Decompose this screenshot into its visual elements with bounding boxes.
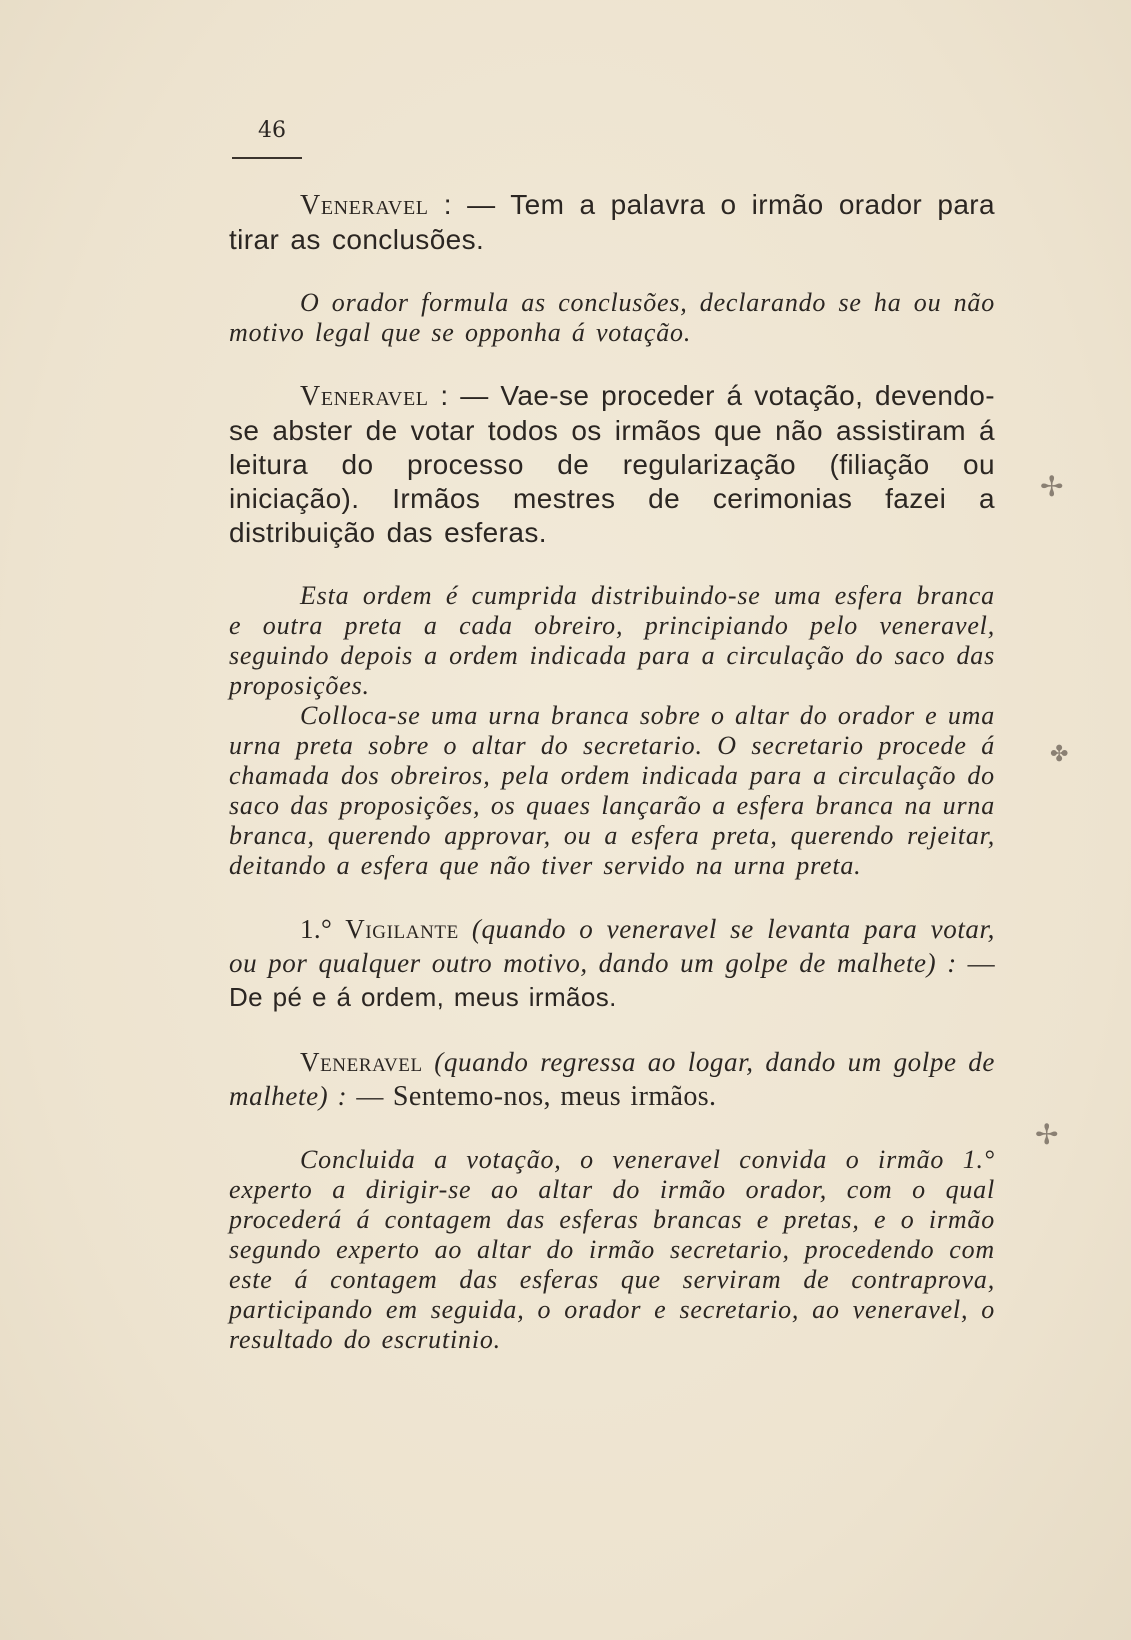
- speech-text: De pé e á ordem, meus irmãos.: [229, 982, 617, 1012]
- stage-direction-3: Concluida a votação, o veneravel convida o irmão 1.° experto a dirigir-se ao altar do irmão orador, com o qual procederá á contagem das esferas brancas e pretas, e o irmão segundo experto ao altar do irmão secretario, procedendo com este á contagem das esferas que serviram de contraprova, participando em seguida, o orador e secretario, ao veneravel, o resultado do escrutinio.: [229, 1145, 995, 1354]
- paragraph-veneravel-1: [229, 188, 995, 257]
- speech-text: Tem a palavra o irmão orador para tirar as conclusões.: [229, 189, 995, 255]
- speech-text: Sentemo-nos, meus irmãos.: [392, 1081, 717, 1112]
- stage-direction-2b: Colloca-se uma urna branca sobre o altar do orador e uma urna preta sobre o altar do secretario. O secretario procede á chamada dos obreiros, pela ordem indicada para a circulação do saco das proposições, os quaes lançarão a esfera branca na urna branca, querendo approvar, ou a esfera preta, querendo rejeitar, deitando a esfera que não tiver servido na urna preta.: [229, 701, 995, 880]
- stage-direction-2: [229, 581, 995, 881]
- dialogue-separator: —: [956, 948, 995, 978]
- dialogue-separator: : —: [428, 189, 511, 220]
- margin-ink-mark: ✢: [1035, 1118, 1059, 1151]
- paragraph-vigilante: [229, 912, 995, 1014]
- speaker-name: Veneravel: [300, 190, 429, 221]
- speaker-direction: (quando o veneravel se levanta para votar, ou por qualquer outro motivo, dando um golpe de malhete) :: [229, 914, 995, 978]
- stage-direction-1: O orador formula as conclusões, declarando se ha ou não motivo legal que se opponha á votação.: [229, 288, 995, 347]
- page-body: [229, 188, 995, 1355]
- speaker-direction: (quando regressa ao logar, dando um golpe de malhete) :: [229, 1047, 995, 1111]
- ordinal: 1.°: [300, 914, 333, 944]
- dialogue-separator: : —: [428, 380, 501, 411]
- speech-text: Vae-se proceder á votação, devendo-se abster de votar todos os irmãos que não assistiram á leitura do processo de regularização (filiação ou iniciação). Irmãos mestres de cerimonias fazei a distribuição das esferas.: [229, 380, 995, 548]
- margin-ink-mark: ✤: [1050, 742, 1069, 767]
- paragraph-veneravel-2: [229, 379, 995, 550]
- paragraph-veneravel-3: [229, 1045, 995, 1114]
- speaker-name: Veneravel: [300, 1047, 423, 1077]
- speaker-name: Veneravel: [300, 381, 429, 412]
- speaker-name: Vigilante: [345, 914, 459, 944]
- margin-ink-mark: ✢: [1040, 470, 1064, 503]
- page-number: 46: [258, 118, 286, 143]
- stage-direction-2a: Esta ordem é cumprida distribuindo-se uma esfera branca e outra preta a cada obreiro, principiando pelo veneravel, seguindo depois a ordem indicada para a circulação do saco das proposições.: [229, 581, 995, 700]
- page-number-rule: [232, 157, 302, 159]
- dialogue-separator: —: [347, 1081, 393, 1111]
